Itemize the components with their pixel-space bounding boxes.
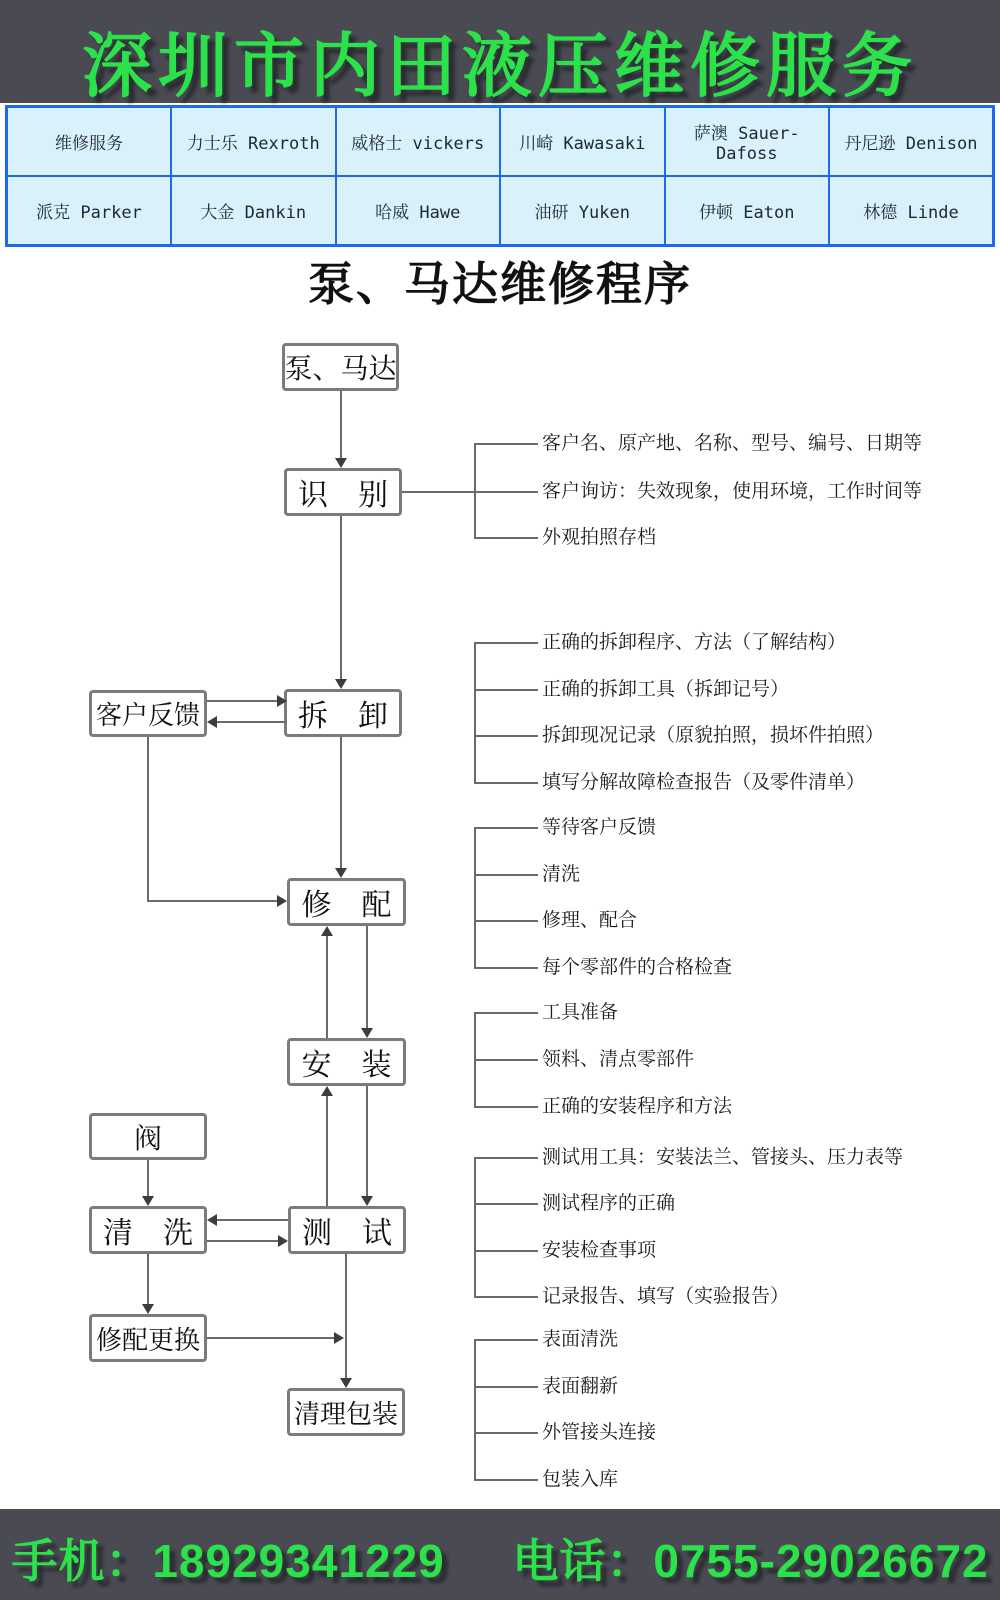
company-title: 深圳市内田液压维修服务 — [82, 27, 918, 105]
diagram-title: 泵、马达维修程序 — [308, 258, 692, 310]
arrowhead-right-icon — [277, 895, 287, 907]
flow-box-repair-replace: 修配更换 — [89, 1314, 207, 1362]
bracket-cleanpack-spine — [474, 1339, 476, 1480]
flow-box-identify: 识 别 — [284, 468, 402, 516]
flow-box-install: 安 装 — [287, 1038, 406, 1086]
annotation-install-3: 正确的安装程序和方法 — [542, 1096, 733, 1117]
bracket-identify-boxline — [402, 491, 538, 493]
brand-table — [5, 105, 995, 247]
brand-cell: 丹尼逊 Denison — [829, 107, 994, 177]
arrowhead-up-icon — [321, 926, 333, 936]
connector-install-repair-upline — [326, 936, 328, 1038]
bracket-disassemble-stub — [474, 735, 538, 737]
arrowhead-down-icon — [340, 1378, 352, 1388]
brand-row — [7, 107, 994, 177]
flow-box-clean-pack: 清理包装 — [287, 1388, 405, 1436]
annotation-disassemble-2: 正确的拆卸工具（拆卸记号） — [542, 679, 790, 700]
bracket-install-stub — [474, 1012, 538, 1014]
bracket-identify-stub — [474, 443, 538, 445]
connector-repair-install-downline — [366, 926, 368, 1028]
annotation-identify-2: 客户询访：失效现象，使用环境，工作时间等 — [542, 481, 923, 502]
annotation-disassemble-1: 正确的拆卸程序、方法（了解结构） — [542, 632, 847, 653]
annotation-install-1: 工具准备 — [542, 1002, 619, 1023]
bracket-disassemble-stub — [474, 782, 538, 784]
flow-box-test: 测 试 — [288, 1206, 406, 1254]
connector-clean-test-line — [207, 1240, 278, 1242]
header-banner — [0, 0, 1000, 103]
annotation-identify-1: 客户名、原产地、名称、型号、编号、日期等 — [542, 433, 923, 454]
annotation-disassemble-3: 拆卸现况记录（原貌拍照，损坏件拍照） — [542, 725, 885, 746]
bracket-repair-stub — [474, 967, 538, 969]
brand-cell: 油研 Yuken — [500, 176, 665, 246]
connector-test-cleanpack-line — [345, 1254, 347, 1378]
connector-install-test-downline — [366, 1086, 368, 1196]
annotation-cleanpack-3: 外管接头连接 — [542, 1422, 657, 1443]
flow-box-clean: 清 洗 — [89, 1206, 207, 1254]
arrowhead-right-icon — [277, 695, 287, 707]
annotation-repair-2: 清洗 — [542, 864, 581, 885]
bracket-repair-spine — [474, 827, 476, 968]
brand-cell: 萨澳 Sauer-Dafoss — [665, 107, 830, 177]
arrowhead-down-icon — [335, 458, 347, 468]
flow-box-repair-fit: 修 配 — [287, 878, 406, 926]
arrowhead-right-icon — [278, 1235, 288, 1247]
connector-disassemble-feedback-line — [217, 721, 287, 723]
brand-cell: 伊顿 Eaton — [665, 176, 830, 246]
arrowhead-down-icon — [335, 679, 347, 689]
annotation-test-1: 测试用工具：安装法兰、管接头、压力表等 — [542, 1147, 904, 1168]
annotation-repair-3: 修理、配合 — [542, 910, 638, 931]
brand-cell: 力士乐 Rexroth — [171, 107, 336, 177]
arrowhead-down-icon — [142, 1304, 154, 1314]
mobile-number: 手机：18929341229 — [11, 1535, 445, 1587]
connector-feedback-repair-line — [147, 900, 277, 902]
flow-box-disassemble: 拆 卸 — [284, 689, 402, 737]
annotation-test-4: 记录报告、填写（实验报告） — [542, 1286, 790, 1307]
connector-repairreplace-trunk-line — [207, 1337, 334, 1339]
connector-valve-clean-line — [147, 1160, 149, 1196]
annotation-test-3: 安装检查事项 — [542, 1240, 657, 1261]
arrowhead-down-icon — [142, 1196, 154, 1206]
bracket-cleanpack-stub — [474, 1479, 538, 1481]
bracket-identify-stub — [474, 537, 538, 539]
phone-number: 电话：0755-29026672 — [512, 1535, 989, 1587]
annotation-repair-1: 等待客户反馈 — [542, 817, 657, 838]
brand-cell: 川崎 Kawasaki — [500, 107, 665, 177]
brand-cell: 威格士 vickers — [336, 107, 501, 177]
arrowhead-up-icon — [321, 1086, 333, 1096]
connector-clean-repairreplace-line — [147, 1254, 149, 1304]
connector-pump-identify-line — [340, 391, 342, 458]
connector-feedback-disassemble-line — [207, 700, 277, 702]
bracket-test-stub — [474, 1203, 538, 1205]
flow-box-pump-motor: 泵、马达 — [282, 343, 399, 391]
bracket-install-stub — [474, 1106, 538, 1108]
brand-cell: 维修服务 — [7, 107, 172, 177]
brand-cell: 大金 Dankin — [171, 176, 336, 246]
annotation-disassemble-4: 填写分解故障检查报告（及零件清单） — [542, 772, 866, 793]
annotation-identify-3: 外观拍照存档 — [542, 527, 657, 548]
bracket-disassemble-spine — [474, 642, 476, 783]
footer-contacts — [0, 1525, 1000, 1591]
arrowhead-left-icon — [207, 1214, 217, 1226]
bracket-disassemble-stub — [474, 642, 538, 644]
bracket-test-stub — [474, 1157, 538, 1159]
connector-disassemble-repair-line — [340, 737, 342, 868]
arrowhead-left-icon — [207, 716, 217, 728]
brand-cell: 派克 Parker — [7, 176, 172, 246]
arrowhead-down-icon — [361, 1028, 373, 1038]
brand-cell: 林德 Linde — [829, 176, 994, 246]
bracket-repair-stub — [474, 827, 538, 829]
bracket-disassemble-stub — [474, 689, 538, 691]
bracket-test-stub — [474, 1296, 538, 1298]
annotation-cleanpack-1: 表面清洗 — [542, 1329, 619, 1350]
arrowhead-right-icon — [334, 1332, 344, 1344]
bracket-repair-stub — [474, 874, 538, 876]
flow-box-valve: 阀 — [89, 1113, 207, 1160]
annotation-test-2: 测试程序的正确 — [542, 1193, 676, 1214]
connector-feedback-down-line — [147, 737, 149, 902]
connector-identify-disassemble-line — [340, 516, 342, 679]
flow-box-customer-feedback: 客户反馈 — [89, 690, 207, 737]
bracket-test-spine — [474, 1157, 476, 1297]
arrowhead-down-icon — [335, 868, 347, 878]
footer-banner — [0, 1509, 1000, 1600]
brand-cell: 哈威 Hawe — [336, 176, 501, 246]
annotation-cleanpack-2: 表面翻新 — [542, 1376, 619, 1397]
annotation-install-2: 领料、清点零部件 — [542, 1049, 695, 1070]
bracket-identify-spine — [474, 443, 476, 539]
bracket-cleanpack-stub — [474, 1339, 538, 1341]
bracket-cleanpack-stub — [474, 1432, 538, 1434]
annotation-cleanpack-4: 包装入库 — [542, 1469, 619, 1490]
connector-test-install-upline — [326, 1096, 328, 1206]
bracket-test-stub — [474, 1250, 538, 1252]
connector-test-clean-line — [217, 1219, 288, 1221]
bracket-cleanpack-stub — [474, 1386, 538, 1388]
bracket-repair-stub — [474, 920, 538, 922]
annotation-repair-4: 每个零部件的合格检查 — [542, 957, 733, 978]
brand-row — [7, 176, 994, 246]
bracket-install-stub — [474, 1059, 538, 1061]
arrowhead-down-icon — [361, 1196, 373, 1206]
